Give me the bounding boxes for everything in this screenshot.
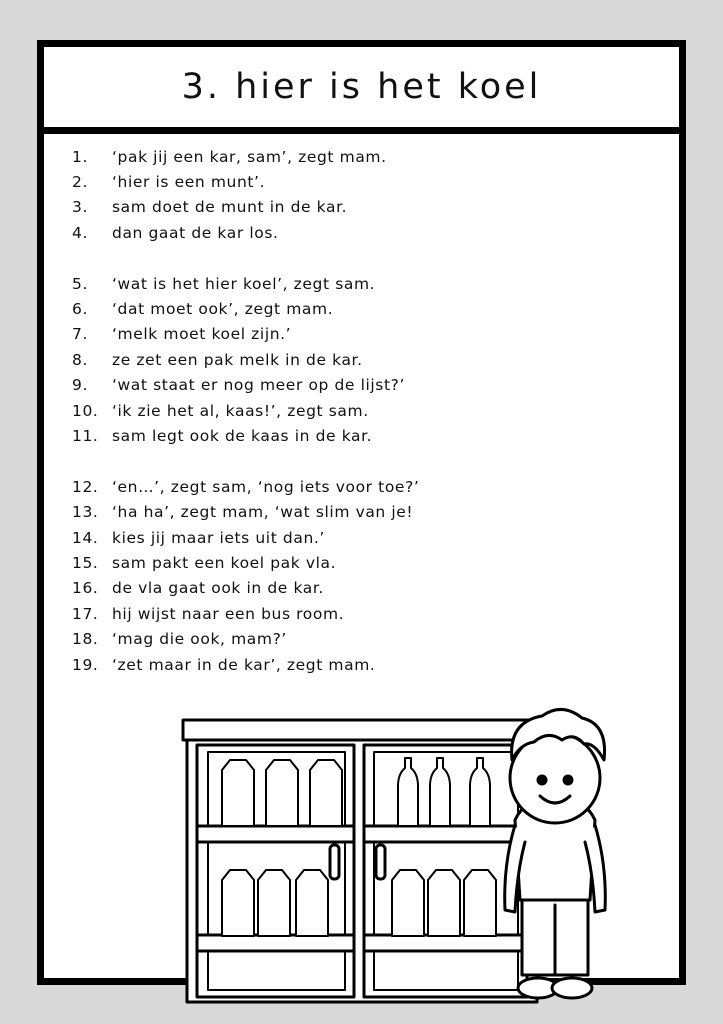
line-number: 12. [72, 477, 99, 496]
text-line [72, 423, 659, 448]
text-line [72, 626, 659, 651]
text-line [72, 499, 659, 524]
text-line [72, 652, 659, 677]
line-text: ‘hier is een munt’. [112, 173, 266, 192]
line-text: ‘dat moet ook’, zegt mam. [112, 300, 334, 319]
page-title: 3. hier is het koel [181, 67, 542, 107]
line-number: 7. [72, 325, 88, 344]
line-text: hij wijst naar een bus room. [112, 604, 345, 623]
paragraph-gap [72, 449, 659, 474]
text-line [72, 525, 659, 550]
text-line [72, 144, 659, 169]
line-text: kies jij maar iets uit dan.’ [112, 528, 325, 547]
line-number: 13. [72, 503, 99, 522]
text-line [72, 169, 659, 194]
text-line [72, 347, 659, 372]
line-text: dan gaat de kar los. [112, 223, 279, 242]
line-text: ze zet een pak melk in de kar. [112, 350, 363, 369]
line-number: 9. [72, 376, 88, 395]
line-text: sam pakt een koel pak vla. [112, 553, 337, 572]
line-text: sam doet de munt in de kar. [112, 198, 348, 217]
line-text: ‘en…’, zegt sam, ‘nog iets voor toe?’ [112, 477, 420, 496]
line-number: 16. [72, 579, 99, 598]
line-text: ‘melk moet koel zijn.’ [112, 325, 292, 344]
line-number: 2. [72, 173, 88, 192]
text-line [72, 550, 659, 575]
text-line [72, 474, 659, 499]
line-text: ‘zet maar in de kar’, zegt mam. [112, 655, 376, 674]
line-text: ‘pak jij een kar, sam’, zegt mam. [112, 147, 387, 166]
text-line [72, 576, 659, 601]
line-number: 19. [72, 655, 99, 674]
line-number: 4. [72, 223, 88, 242]
line-text: ‘ha ha’, zegt mam, ‘wat slim van je! [112, 503, 414, 522]
line-number: 1. [72, 147, 88, 166]
text-line [72, 271, 659, 296]
line-number: 11. [72, 426, 99, 445]
text-line [72, 322, 659, 347]
line-number: 18. [72, 630, 99, 649]
line-number: 8. [72, 350, 88, 369]
line-number: 14. [72, 528, 99, 547]
text-line [72, 195, 659, 220]
line-text: ‘wat is het hier koel’, zegt sam. [112, 274, 376, 293]
line-number: 6. [72, 300, 88, 319]
title-box [44, 47, 679, 134]
text-line [72, 601, 659, 626]
paragraph-gap [72, 246, 659, 271]
worksheet-page [37, 40, 686, 985]
line-number: 15. [72, 553, 99, 572]
line-number: 17. [72, 604, 99, 623]
text-line [72, 398, 659, 423]
line-text: ‘wat staat er nog meer op de lijst?’ [112, 376, 406, 395]
text-line [72, 373, 659, 398]
line-text: de vla gaat ook in de kar. [112, 579, 324, 598]
line-text: sam legt ook de kaas in de kar. [112, 426, 373, 445]
line-text: ‘mag die ook, mam?’ [112, 630, 287, 649]
line-text: ‘ik zie het al, kaas!’, zegt sam. [112, 401, 369, 420]
line-number: 10. [72, 401, 99, 420]
line-number: 3. [72, 198, 88, 217]
text-line [72, 296, 659, 321]
reading-lines [72, 144, 659, 677]
line-number: 5. [72, 274, 88, 293]
text-line [72, 220, 659, 245]
